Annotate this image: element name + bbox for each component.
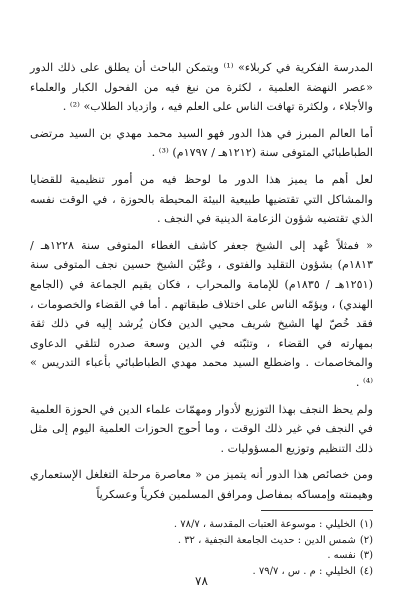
body-text <box>30 58 373 504</box>
footnote-text: شمس الدين : حديث الجامعة النجفية ، ٣٢ . <box>177 534 356 546</box>
footnote-text: الخليلي : موسوعة العتبات المقدسة ، ٧٨/٧ . <box>173 519 356 531</box>
footnote-number: (٤) <box>359 565 373 577</box>
footnote-number: (٣) <box>359 550 373 562</box>
page-number: ٧٨ <box>195 574 208 588</box>
footnote-1 <box>30 517 373 533</box>
footnote-3 <box>30 548 373 564</box>
footnote-divider <box>261 510 373 511</box>
paragraph-4: « فمثلاً عُهد إلى الشيخ جعفر كاشف الغطاء المتوفى سنة ١٢٢٨هـ / ١٨١٣م) بشؤون التقليد والفتوى ، وعُيّن الشيخ حسين نجف المتوفى سنة (١٢٥١هـ / ١٨٣٥م) للإمامة والمحراب ، فكان يقيم الجماعة في (الجامع الهندي) ، ويؤمّه الناس على اختلاف طبقاتهم . أما في القضاء والخصومات ، فقد خُصّ لها الشيخ شريف محيي الدين فكان يُرشد إليه في ذلك ثقة بمهارته في القضاء ، وتثبّته في الدين وسعة صدره لتلقي الدعاوى والمخاصمات . واضطلع السيد محمد مهدي الطباطبائي بأعباء التدريس » ⁽⁴⁾ . <box>30 238 373 389</box>
footnotes <box>30 517 373 579</box>
paragraph-5: ولم يحظ النجف بهذا التوزيع لأدوار ومهمّات علماء الدين في الحوزة العلمية في النجف في غير ذلك الوقت ، وما أحوج الحوزات العلمية اليوم إلى مثل ذلك التنظيم وتوزيع المسؤوليات . <box>30 402 373 455</box>
paragraph-3: لعل أهم ما يميز هذا الدور ما لوحظ فيه من أمور تنظيمية للقضايا والمشاكل التي تقتضيها طبيعية البيئة المحيطة بالحوزة ، في الوقت نفسه الذي تقتضيه شؤون الزعامة الدينية في النجف . <box>30 172 373 226</box>
footnote-text: الخليلي : م . س ، ٧٩/٧ . <box>252 565 356 577</box>
footnote-text: نفسه . <box>327 550 356 562</box>
footnote-number: (١) <box>359 519 373 531</box>
paragraph-1: المدرسة الفكرية في كربلاء» ⁽¹⁾ ويتمكن الباحث أن يطلق على ذلك الدور «عصر النهضة العلمية ، لكثرة من نبغ فيه من الفحول الكبار والعلماء والأجلاء ، ولكثرة تهافت الناس على العلم فيه ، وازدياد الطلاب» ⁽²⁾ . <box>30 61 373 114</box>
paragraph-2: أما العالم المبرز في هذا الدور فهو السيد محمد مهدي بن السيد مرتضى الطباطبائي المتوفى سنة (١٢١٢هـ / ١٧٩٧م) ⁽³⁾ . <box>30 126 373 160</box>
footnote-number: (٢) <box>359 534 373 546</box>
footnote-2 <box>30 533 373 549</box>
paragraph-6: ومن خصائص هذا الدور أنه يتميز من « معاصرة مرحلة التغلغل الإستعماري وهيمنته وإمساكه بمفاصل ومرافق المسلمين فكرياً وعسكرياً <box>30 468 373 501</box>
